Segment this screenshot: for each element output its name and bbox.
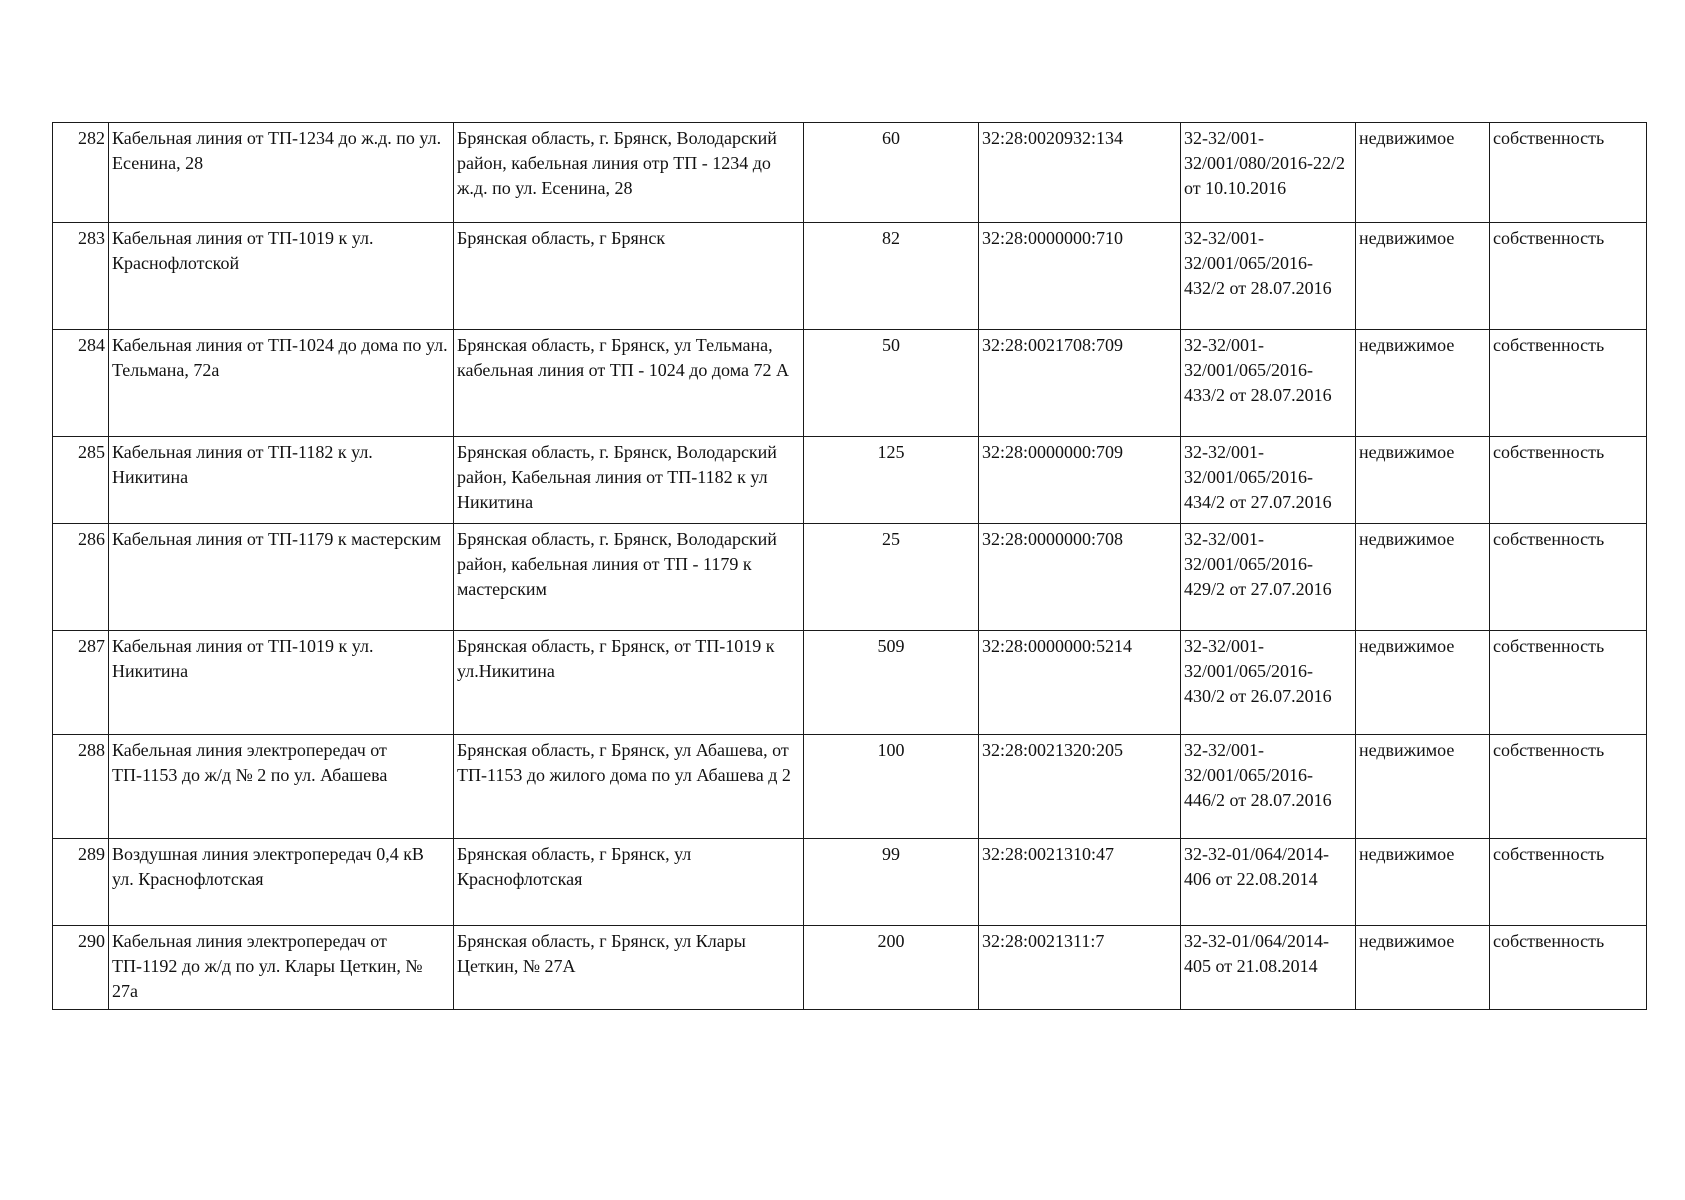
property-kind-cell: недвижимое — [1356, 839, 1490, 926]
row-number-cell: 283 — [53, 223, 109, 330]
row-number-cell: 286 — [53, 524, 109, 631]
address-cell: Брянская область, г. Брянск, Володарский район, Кабельная линия от ТП-1182 к ул Никитина — [454, 437, 804, 524]
registration-record-cell: 32-32/001-32/001/065/2016-429/2 от 27.07.2016 — [1181, 524, 1356, 631]
object-name-cell: Кабельная линия электропередач от ТП-1192 до ж/д по ул. Клары Цеткин, № 27а — [109, 926, 454, 1010]
cadastral-number-cell: 32:28:0000000:708 — [979, 524, 1181, 631]
property-registry-table — [52, 122, 1647, 1010]
registration-record-cell: 32-32/001-32/001/065/2016-446/2 от 28.07.2016 — [1181, 735, 1356, 839]
table-row — [53, 524, 1647, 631]
object-name-cell: Кабельная линия от ТП-1234 до ж.д. по ул. Есенина, 28 — [109, 123, 454, 223]
property-kind-cell: недвижимое — [1356, 631, 1490, 735]
object-name-cell: Кабельная линия от ТП-1182 к ул. Никитина — [109, 437, 454, 524]
right-type-cell: собственность — [1490, 524, 1647, 631]
table-row — [53, 330, 1647, 437]
registration-record-cell: 32-32-01/064/2014-405 от 21.08.2014 — [1181, 926, 1356, 1010]
right-type-cell: собственность — [1490, 735, 1647, 839]
property-kind-cell: недвижимое — [1356, 223, 1490, 330]
length-cell: 200 — [804, 926, 979, 1010]
registration-record-cell: 32-32/001-32/001/065/2016-434/2 от 27.07.2016 — [1181, 437, 1356, 524]
length-cell: 99 — [804, 839, 979, 926]
length-cell: 100 — [804, 735, 979, 839]
address-cell: Брянская область, г Брянск, ул Клары Цеткин, № 27А — [454, 926, 804, 1010]
address-cell: Брянская область, г Брянск — [454, 223, 804, 330]
table-row — [53, 926, 1647, 1010]
right-type-cell: собственность — [1490, 123, 1647, 223]
row-number-cell: 284 — [53, 330, 109, 437]
property-kind-cell: недвижимое — [1356, 330, 1490, 437]
registration-record-cell: 32-32/001-32/001/065/2016-432/2 от 28.07.2016 — [1181, 223, 1356, 330]
row-number-cell: 288 — [53, 735, 109, 839]
cadastral-number-cell: 32:28:0021311:7 — [979, 926, 1181, 1010]
table-row — [53, 223, 1647, 330]
cadastral-number-cell: 32:28:0021708:709 — [979, 330, 1181, 437]
address-cell: Брянская область, г Брянск, ул Абашева, от ТП-1153 до жилого дома по ул Абашева д 2 — [454, 735, 804, 839]
table-row — [53, 839, 1647, 926]
address-cell: Брянская область, г Брянск, ул Краснофлотская — [454, 839, 804, 926]
object-name-cell: Кабельная линия электропередач от ТП-1153 до ж/д № 2 по ул. Абашева — [109, 735, 454, 839]
right-type-cell: собственность — [1490, 839, 1647, 926]
length-cell: 509 — [804, 631, 979, 735]
registration-record-cell: 32-32/001-32/001/065/2016-433/2 от 28.07.2016 — [1181, 330, 1356, 437]
address-cell: Брянская область, г. Брянск, Володарский район, кабельная линия отр ТП - 1234 до ж.д. по ул. Есенина, 28 — [454, 123, 804, 223]
row-number-cell: 285 — [53, 437, 109, 524]
length-cell: 50 — [804, 330, 979, 437]
cadastral-number-cell: 32:28:0021320:205 — [979, 735, 1181, 839]
cadastral-number-cell: 32:28:0021310:47 — [979, 839, 1181, 926]
property-kind-cell: недвижимое — [1356, 735, 1490, 839]
cadastral-number-cell: 32:28:0000000:709 — [979, 437, 1181, 524]
object-name-cell: Кабельная линия от ТП-1024 до дома по ул. Тельмана, 72а — [109, 330, 454, 437]
cadastral-number-cell: 32:28:0000000:710 — [979, 223, 1181, 330]
right-type-cell: собственность — [1490, 330, 1647, 437]
length-cell: 60 — [804, 123, 979, 223]
table-row — [53, 631, 1647, 735]
object-name-cell: Кабельная линия от ТП-1179 к мастерским — [109, 524, 454, 631]
object-name-cell: Кабельная линия от ТП-1019 к ул. Никитина — [109, 631, 454, 735]
cadastral-number-cell: 32:28:0000000:5214 — [979, 631, 1181, 735]
right-type-cell: собственность — [1490, 631, 1647, 735]
property-kind-cell: недвижимое — [1356, 524, 1490, 631]
table-row — [53, 123, 1647, 223]
registration-record-cell: 32-32/001-32/001/080/2016-22/2 от 10.10.2016 — [1181, 123, 1356, 223]
object-name-cell: Воздушная линия электропередач 0,4 кВ ул. Краснофлотская — [109, 839, 454, 926]
object-name-cell: Кабельная линия от ТП-1019 к ул. Краснофлотской — [109, 223, 454, 330]
address-cell: Брянская область, г. Брянск, Володарский район, кабельная линия от ТП - 1179 к мастерским — [454, 524, 804, 631]
property-kind-cell: недвижимое — [1356, 123, 1490, 223]
table-row — [53, 437, 1647, 524]
right-type-cell: собственность — [1490, 223, 1647, 330]
row-number-cell: 290 — [53, 926, 109, 1010]
right-type-cell: собственность — [1490, 437, 1647, 524]
row-number-cell: 287 — [53, 631, 109, 735]
length-cell: 125 — [804, 437, 979, 524]
cadastral-number-cell: 32:28:0020932:134 — [979, 123, 1181, 223]
length-cell: 25 — [804, 524, 979, 631]
right-type-cell: собственность — [1490, 926, 1647, 1010]
property-kind-cell: недвижимое — [1356, 926, 1490, 1010]
address-cell: Брянская область, г Брянск, ул Тельмана, кабельная линия от ТП - 1024 до дома 72 А — [454, 330, 804, 437]
length-cell: 82 — [804, 223, 979, 330]
property-kind-cell: недвижимое — [1356, 437, 1490, 524]
row-number-cell: 289 — [53, 839, 109, 926]
registration-record-cell: 32-32-01/064/2014-406 от 22.08.2014 — [1181, 839, 1356, 926]
row-number-cell: 282 — [53, 123, 109, 223]
table-row — [53, 735, 1647, 839]
registration-record-cell: 32-32/001-32/001/065/2016-430/2 от 26.07.2016 — [1181, 631, 1356, 735]
address-cell: Брянская область, г Брянск, от ТП-1019 к ул.Никитина — [454, 631, 804, 735]
